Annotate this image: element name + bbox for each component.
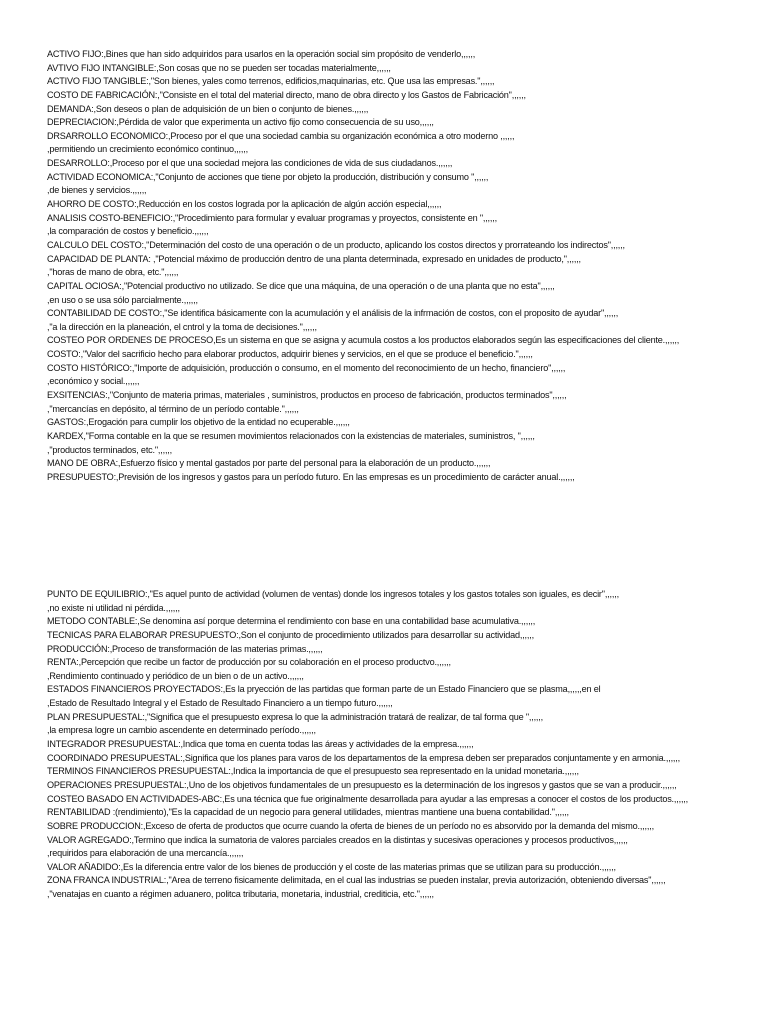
glossary-line: COORDINADO PRESUPUESTAL:,Significa que los planes para varos de los departamentos de la empresa deben ser preparados conjuntamente y en armonia.,,,,,, [47,752,680,763]
glossary-line: GASTOS:,Erogación para cumplir los objetivo de la entidad no ecuperable.,,,,,, [47,417,350,428]
glossary-line: ACTIVIDAD ECONOMICA:,"Conjunto de acciones que tiene por objeto la producción, distribución y consumo ",,,,,, [47,171,489,182]
glossary-line: INTEGRADOR PRESUPUESTAL:,Indica que toma en cuenta todas las áreas y actividades de la empresa.,,,,,, [47,739,474,750]
glossary-line: DRSARROLLO ECONOMICO:,Proceso por el que una sociedad cambia su organización económica a otro moderno ,,,,,, [47,130,515,141]
glossary-line: AHORRO DE COSTO:,Reducción en los costos lograda por la aplicación de algún acción especial,,,,,, [47,199,442,210]
glossary-line: ,en uso o se usa sólo parcialmente.,,,,,, [47,294,198,305]
glossary-line: RENTABILIDAD :(rendimiento),"Es la capacidad de un negocio para general utilidades, mientras mantiene una buena contabilidad.",,,,,, [47,807,569,818]
glossary-line: PRODUCCIÓN:,Proceso de transformación de las materias primas.,,,,,, [47,643,323,654]
glossary-line: COSTO:,"Valor del sacrificio hecho para elaborar productos, adquirir bienes y servicios, en el que se produce el beneficio.",,,,,, [47,349,533,360]
glossary-line: CAPITAL OCIOSA:,"Potencial productivo no utilizado. Se dice que una máquina, de una operación o de una planta que no esta",,,,,, [47,280,555,291]
glossary-line: ZONA FRANCA INDUSTRIAL:,"Area de terreno fisicamente delimitada, en el cual las industrias se pueden instalar, previa autorización, obteniendo diversas",,,,,, [47,875,666,886]
glossary-page-1 [47,48,763,485]
glossary-line: ,"venatajas en cuanto a régimen aduanero, politca tributaria, monetaria, industrial, crediticia, etc.",,,,,, [47,889,434,900]
glossary-line: PUNTO DE EQUILIBRIO:,"Es aquel punto de actividad (volumen de ventas) donde los ingresos totales y los gastos totales son iguales, es decir",,,,,, [47,589,619,599]
glossary-line: RENTA:,Percepción que recibe un factor de producción por su colaboración en el proceso productvo.,,,,,, [47,657,451,668]
glossary-line: AVTIVO FIJO INTANGIBLE:,Son cosas que no se pueden ser tocadas materialmente,,,,,, [47,62,391,73]
glossary-line: VALOR AÑADIDO:,Es la diferencia entre valor de los bienes de producción y el coste de las materias primas que se utilizan para su producción.,,,,,, [47,861,616,872]
glossary-line: ,económico y social.,,,,,, [47,376,140,387]
glossary-line: ,la empresa logre un cambio ascendente en determinado período.,,,,,, [47,725,316,736]
glossary-line: KARDEX,"Forma contable en la que se resumen movimientos relacionados con la existencias de materiales, suministros, ",,,,,, [47,430,535,441]
glossary-line: DEMANDA:,Son deseos o plan de adquisición de un bien o conjunto de bienes.,,,,,, [47,103,369,114]
glossary-line: ,la comparación de costos y beneficio.,,,,,, [47,226,209,237]
glossary-line: DESARROLLO:,Proceso por el que una sociedad mejora las condiciones de vida de sus ciudadanos.,,,,,, [47,158,453,169]
glossary-line: CALCULO DEL COSTO:,"Determinación del costo de una operación o de un producto, aplicando los costos directos y prorrateando los indirectos",,,,,, [47,239,625,250]
glossary-page-2 [47,588,763,902]
glossary-line: ,"productos terminados, etc.",,,,,, [47,444,173,455]
glossary-line: TECNICAS PARA ELABORAR PRESUPUESTO:,Son el conjunto de procedimiento utilizados para desarrollar su actividad,,,,,, [47,629,534,640]
glossary-line: COSTEO BASADO EN ACTIVIDADES-ABC:,Es una técnica que fue originalmente desarrollada para ayudar a las empresas a conocer el costos de los productos.,,,,,, [47,793,688,804]
glossary-line: ,no existe ni utilidad ni pérdida.,,,,,, [47,602,180,613]
glossary-line: ,"horas de mano de obra, etc.",,,,,, [47,267,179,278]
glossary-line: VALOR AGREGADO:,Termino que indica la sumatoria de valores parciales creados en la distintas y sucesivas operaciones y procesos productivos,,,,,, [47,834,628,845]
glossary-line: ,requiridos para elaboración de una mercancía.,,,,,, [47,848,244,859]
glossary-line: ,"a la dirección en la planeación, el cntrol y la toma de decisiones.",,,,,, [47,321,317,332]
glossary-line: ,de bienes y servicios.,,,,,, [47,185,147,196]
glossary-line: COSTEO POR ORDENES DE PROCESO,Es un sistema en que se asigna y acumula costos a los productos elaborados según las especificaciones del cliente.,,,,,, [47,335,680,346]
glossary-line: ,permitiendo un crecimiento económico continuo,,,,,, [47,144,248,155]
glossary-line: COSTO HISTÓRICO:,"Importe de adquisición, producción o consumo, en el momento del reconocimiento de un hecho, financiero",,,,,, [47,362,566,373]
glossary-line: PRESUPUESTO:,Previsión de los ingresos y gastos para un período futuro. En las empresas es un procedimiento de carácter anual.,,,,,, [47,471,575,482]
glossary-line: ESTADOS FINANCIEROS PROYECTADOS:,Es la pryección de las partidas que forman parte de un Estado Financiero que se plasma,,,,,,en el [47,684,601,695]
glossary-line: ,Estado de Resultado Integral y el Estado de Resultado Financiero a un tiempo futuro.,,,,,, [47,698,393,709]
glossary-line: ACTIVO FIJO:,Bines que han sido adquiridos para usarlos en la operación social sim propósito de venderlo,,,,,, [47,49,476,59]
glossary-line: ,Rendimiento continuado y periódico de un bien o de un activo.,,,,,, [47,670,304,681]
glossary-line: COSTO DE FABRICACIÓN:,"Consiste en el total del material directo, mano de obra directo y los Gastos de Fabricación",,,,,, [47,89,526,100]
glossary-line: METODO CONTABLE:,Se denomina así porque determina el rendimiento con base en una contabilidad base acumulativa.,,,,,, [47,616,536,627]
glossary-line: DEPRECIACION:,Pérdida de valor que experimenta un activo fijo como consecuencia de su uso,,,,,, [47,117,434,128]
glossary-line: ,"mercancías en depósito, al término de un período contable.",,,,,, [47,403,299,414]
glossary-line: CONTABILIDAD DE COSTO:,"Se identifica básicamente con la acumulación y el análisis de la infrmación de costos, con el proposito de ayudar",,,,,, [47,308,619,319]
glossary-line: PLAN PRESUPUESTAL:,"Significa que el presupuesto expresa lo que la administración tratará de realizar, de tal forma que ",,,,,, [47,711,543,722]
glossary-line: SOBRE PRODUCCION:,Exceso de oferta de productos que ocurre cuando la oferta de bienes de un período no es absorvido por la demanda del mismo.,,,,,, [47,820,654,831]
glossary-line: MANO DE OBRA:,Esfuerzo físico y mental gastados por parte del personal para la elaboración de un producto.,,,,,, [47,458,491,469]
glossary-line: TERMINOS FINANCIEROS PRESUPUESTAL:,Indica la importancia de que el presupuesto sea representado en la unidad monetaria.,,,,,, [47,766,579,777]
glossary-line: CAPACIDAD DE PLANTA: ,"Potencial máximo de producción dentro de una planta determinada, expresado en unidades de producto,",,,,,, [47,253,581,264]
glossary-line: ACTIVO FIJO TANGIBLE:,"Son bienes, yales como terrenos, edificios,maquinarias, etc. Que usa las empresas.",,,,,, [47,76,495,87]
glossary-line: ANALISIS COSTO-BENEFICIO:,"Procedimiento para formular y evaluar programas y proyectos, consistente en ",,,,,, [47,212,497,223]
glossary-line: OPERACIONES PRESUPUESTAL:,Uno de los objetivos fundamentales de un presupuesto es la determinación de los ingresos y gastos que se van a producir.,,,,,, [47,779,677,790]
glossary-line: EXSITENCIAS:,"Conjunto de materia primas, materiales , suministros, productos en proceso de fabricación, productos terminados",,,,,, [47,390,567,401]
